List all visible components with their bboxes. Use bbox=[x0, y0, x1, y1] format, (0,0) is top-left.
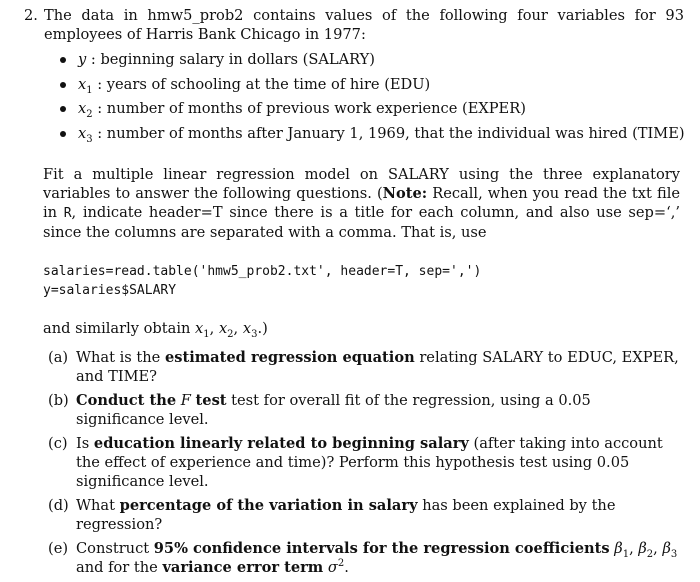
code-line-1: salaries=read.table('hmw5_prob2.txt', header=T, sep=',') bbox=[43, 264, 482, 279]
question-text: relating SALARY to EDUC, EXPER, and TIME? bbox=[76, 349, 679, 385]
variable-symbol: x bbox=[78, 75, 87, 93]
instructions-text-2: Recall, when you read the txt file in bbox=[43, 185, 680, 221]
bullet-icon bbox=[60, 106, 66, 112]
variable-desc: : number of months after January 1, 1969, that the individual was hired (TIME) bbox=[97, 124, 685, 142]
variable-item bbox=[60, 50, 680, 75]
similarly-text: and similarly obtain $x_1$, $x_2$, $x_3$.) bbox=[43, 320, 268, 340]
question-label: (c) bbox=[48, 435, 68, 452]
bullet-icon bbox=[60, 57, 66, 63]
question-emphasis: education linearly related to beginning salary bbox=[93, 435, 469, 452]
instructions-text-3: , indicate header=T since there is a title for each column, and also use sep=‘,’ since the columns are separated with a comma. That is, use bbox=[43, 204, 680, 241]
question-a bbox=[48, 348, 680, 386]
variable-desc: : years of schooling at the time of hire (EDU) bbox=[97, 75, 431, 93]
question-emphasis: percentage of the variation in salary bbox=[119, 497, 418, 514]
question-list bbox=[48, 348, 680, 582]
question-text: (after taking into account the effect of experience and time)? Perform this hypothesis test using 0.05 significance level. bbox=[76, 435, 663, 490]
question-text: has been explained by the regression? bbox=[76, 497, 616, 533]
instructions-paragraph bbox=[43, 165, 680, 242]
question-text: Construct bbox=[76, 540, 154, 557]
instructions-text-1: Fit a multiple linear regression model on SALARY using the three explanatory variables to answer the following questions. ( bbox=[43, 166, 680, 202]
question-label: (d) bbox=[48, 497, 69, 514]
question-e: (e) Construct 95% confidence intervals for the regression coefficients $\beta_1$, $\beta_2$, $\beta_3$ and for the variance error term $\sigma^2$. bbox=[48, 540, 678, 576]
question-b: (b) Conduct the F test test for overall fit of the regression, using a 0.05 significance level. bbox=[48, 392, 591, 428]
r-name: R bbox=[63, 206, 72, 221]
question-label: (e) bbox=[48, 540, 69, 557]
question-text: test for overall fit of the regression, using a 0.05 significance level. bbox=[76, 392, 591, 428]
problem-intro-text: The data in hmw5_prob2 contains values of the following four variables for 93 employees of Harris Bank Chicago in 1977: bbox=[44, 7, 684, 43]
question-emphasis: 95% confidence intervals for the regression coefficients bbox=[153, 540, 610, 557]
variable-symbol: x bbox=[78, 124, 87, 142]
question-emphasis: test bbox=[195, 392, 227, 409]
question-text: What is the bbox=[76, 349, 165, 366]
variable-list bbox=[60, 50, 685, 148]
question-c bbox=[48, 434, 680, 491]
question-emphasis: estimated regression equation bbox=[164, 349, 415, 366]
variable-desc: : beginning salary in dollars (SALARY) bbox=[90, 51, 375, 68]
similarly-label: and similarly obtain bbox=[43, 320, 191, 337]
bullet-icon bbox=[60, 131, 66, 137]
question-label: (b) bbox=[48, 392, 69, 409]
question-emphasis: Conduct the bbox=[76, 392, 177, 409]
question-emphasis: variance error term bbox=[162, 559, 324, 576]
problem-number: 2. bbox=[24, 7, 38, 24]
question-text: What bbox=[76, 497, 120, 514]
problem-intro bbox=[24, 6, 684, 44]
variable-item bbox=[60, 99, 680, 124]
variable-item bbox=[60, 124, 685, 149]
question-label: (a) bbox=[48, 349, 69, 366]
question-text: and for the bbox=[76, 559, 158, 576]
variable-subscript: 2 bbox=[86, 109, 93, 121]
code-line-2: y=salaries$SALARY bbox=[43, 283, 177, 298]
bullet-icon bbox=[60, 82, 66, 88]
variable-symbol: y bbox=[78, 51, 87, 68]
variable-symbol: x bbox=[78, 100, 87, 118]
variable-item bbox=[60, 75, 680, 100]
question-d bbox=[48, 496, 680, 534]
note-label: Note: bbox=[382, 185, 428, 202]
variable-subscript: 3 bbox=[86, 133, 93, 145]
question-text: Is bbox=[76, 435, 94, 452]
variable-desc: : number of months of previous work experience (EXPER) bbox=[97, 100, 526, 118]
variable-subscript: 1 bbox=[86, 84, 93, 96]
